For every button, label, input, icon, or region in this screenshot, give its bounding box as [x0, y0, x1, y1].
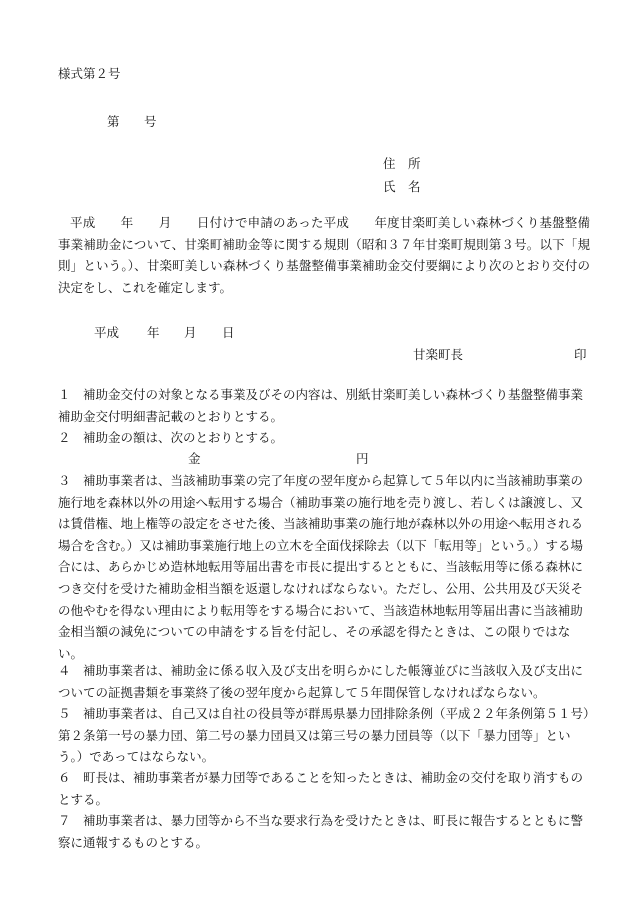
condition-item-2: ２ 補助金の額は、次のとおりとする。 [58, 430, 284, 445]
date-month: 月 [184, 325, 197, 340]
condition-item-3: ３ 補助事業者は、当該補助事業の完了年度の翌年度から起算して５年以内に当該補助事業の施行地を森林以外の用途へ転用する場合（補助事業の施行地を売り渡し、若しくは譲渡し、又は賃借権、地上権等の設定をさせた後、当該補助事業の施行地が森林以外の用途へ転用される場合を含む。）又は補助事業施行地上の立木を全面伐採除去（以下「転用等」という。）する場合には、あらかじめ造林地転用等届出書を市長に提出するとともに、当該転用等に係る森林につき交付を受けた補助金相当額を返還しなければならない。ただし、公用、公共用及び天災その他やむを得ない理由により転用等をする場合において、当該造林地転用等届出書に当該補助金相当額の減免についての申請をする旨を付記し、その承認を得たときは、この限りではない。 [58, 473, 584, 661]
number-suffix: 号 [144, 114, 157, 129]
condition-item-1: １ 補助金交付の対象となる事業及びその内容は、別紙甘楽町美しい森林づくり基盤整備事業補助金交付明細書記載のとおりとする。 [58, 387, 584, 424]
amount-en: 円 [356, 451, 369, 466]
condition-item-6: ６ 町長は、補助事業者が暴力団等であることを知ったときは、補助金の交付を取り消すものとする。 [58, 770, 584, 807]
condition-item-4: ４ 補助事業者は、補助金に係る収入及び支出を明らかにした帳簿並びに当該収入及び支出についての証拠書類を事業終了後の翌年度から起算して５年間保管しなければならない。 [58, 663, 584, 700]
date-era: 平成 [94, 325, 120, 340]
issuer-title: 甘楽町長 [413, 347, 464, 362]
amount-kin: 金 [188, 451, 201, 466]
form-label: 様式第２号 [58, 66, 121, 81]
date-year: 年 [147, 325, 160, 340]
address-label: 住 所 [383, 156, 421, 171]
condition-item-7: ７ 補助事業者は、暴力団等から不当な要求行為を受けたときは、町長に報告するとともに警察に通報するものとする。 [58, 813, 584, 850]
name-label: 氏 名 [383, 179, 421, 194]
condition-item-5: ５ 補助事業者は、自己又は自社の役員等が群馬県暴力団排除条例（平成２２年条例第５１号）第２条第一号の暴力団、第二号の暴力団員又は第三号の暴力団員等（以下「暴力団等」という。）であってはならない。 [58, 706, 590, 765]
number-prefix: 第 [107, 114, 120, 129]
date-day: 日 [222, 325, 235, 340]
intro-paragraph: 平成 年 月 日付けで申請のあった平成 年度甘楽町美しい森林づくり基盤整備事業補助金について、甘楽町補助金等に関する規則（昭和３７年甘楽町規則第３号。以下「規則」という。）、甘楽町美しい森林づくり基盤整備事業補助金交付要綱により次のとおり交付の決定をし、これを確定します。 [58, 215, 590, 295]
seal-mark: 印 [574, 347, 587, 362]
